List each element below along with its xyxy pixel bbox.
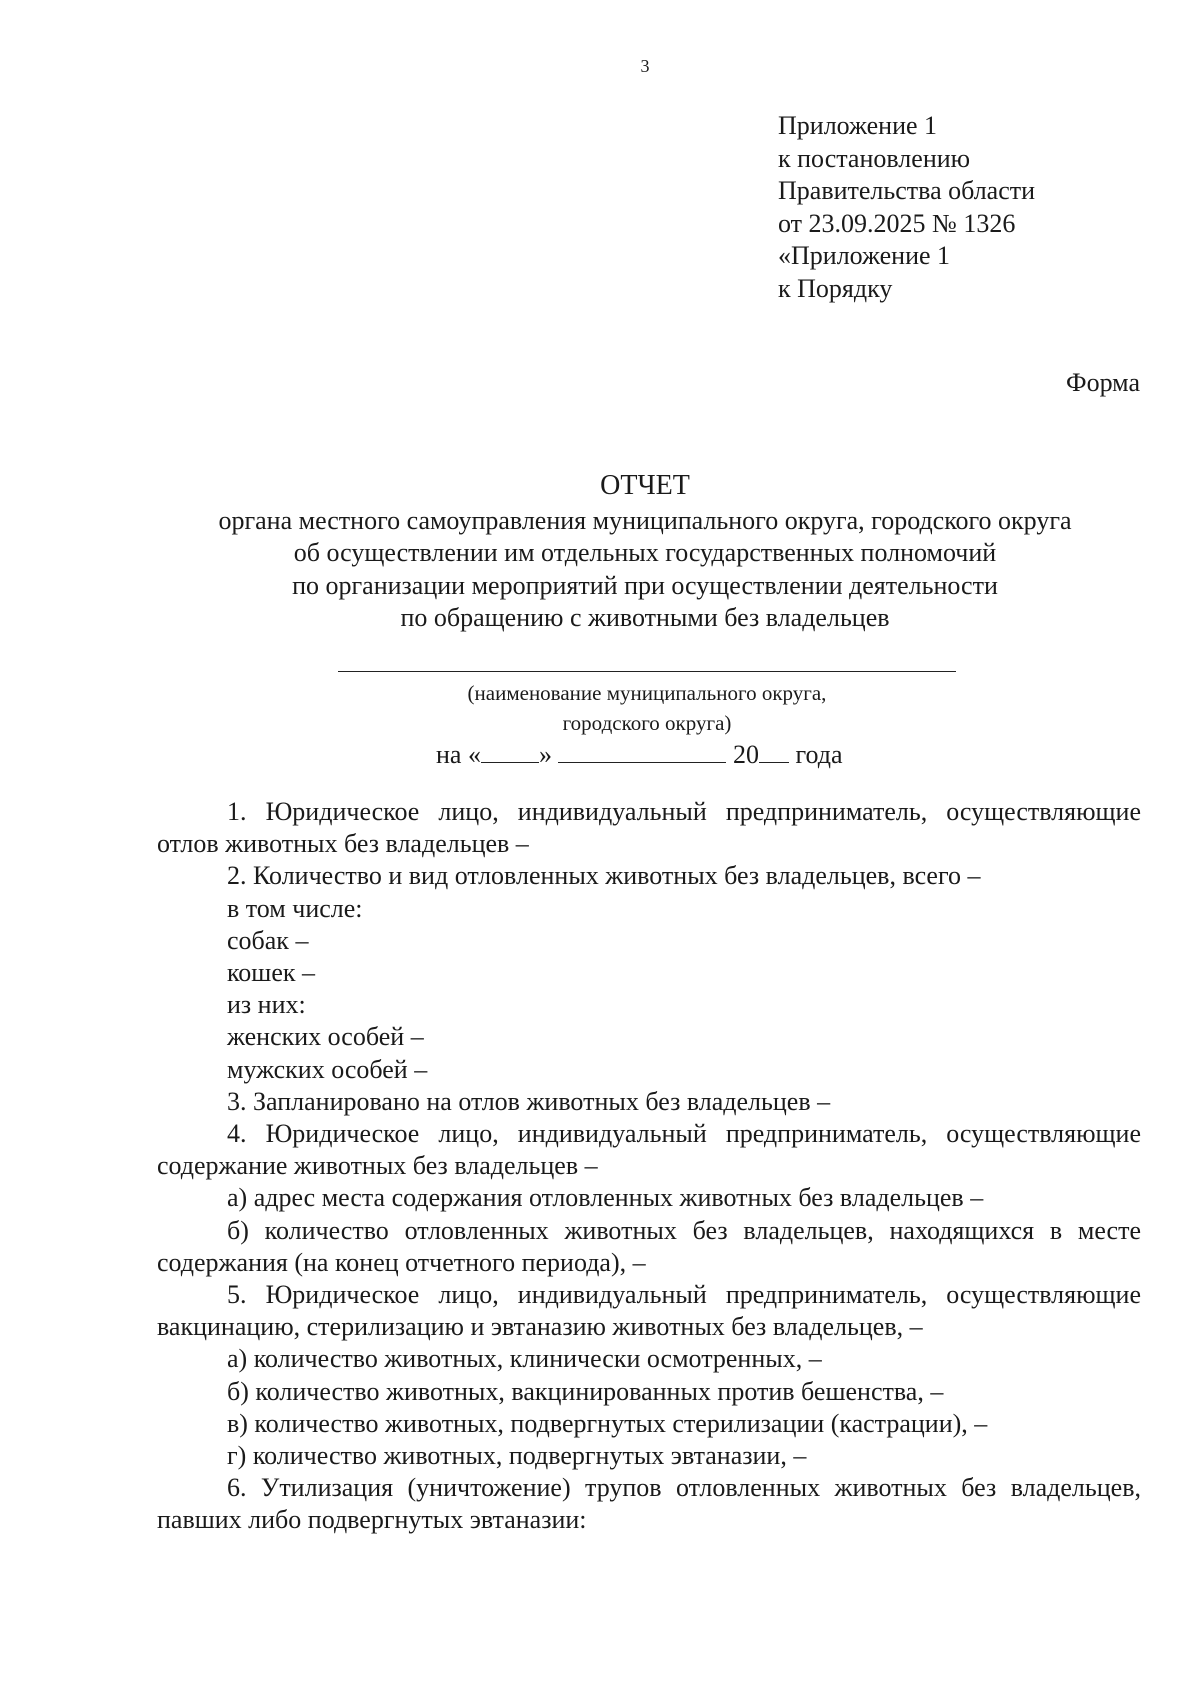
month-blank [558,740,726,763]
caption-line: городского округа) [562,711,732,735]
report-subtitle-line: об осуществлении им отдельных государственных полномочий [293,538,997,567]
municipality-name-line [338,671,956,672]
caption-line: (наименование муниципального округа, [467,681,827,705]
date-prefix: на « [436,740,481,769]
body-item-4: 4. Юридическое лицо, индивидуальный предприниматель, осуществляющие содержание животных без владельцев – [157,1119,1141,1181]
body-item-males: мужских особей – [227,1054,428,1084]
report-title-block [160,470,1130,635]
appendix-line: Приложение 1 [778,111,938,140]
body-item-1: 1. Юридическое лицо, индивидуальный предприниматель, осуществляющие отлов животных без владельцев – [157,797,1141,859]
date-century: 20 [732,740,759,769]
body-item-5b: б) количество животных, вакцинированных против бешенства, – [227,1376,944,1406]
body-item-dogs: собак – [227,925,309,955]
body-item-5c: в) количество животных, подвергнутых стерилизации (кастрации), – [227,1408,988,1438]
appendix-line: Правительства области [778,176,1036,205]
body-item-5d: г) количество животных, подвергнутых эвтаназии, – [227,1441,807,1471]
year-blank [759,740,789,763]
appendix-block [778,110,1035,305]
body-item-3: 3. Запланировано на отлов животных без владельцев – [227,1086,831,1116]
report-subtitle-line: по организации мероприятий при осуществлении деятельности [292,570,998,600]
form-label: Форма [1066,368,1140,397]
appendix-line: от 23.09.2025 № 1326 [778,208,1016,238]
body-item-5: 5. Юридическое лицо, индивидуальный предприниматель, осуществляющие вакцинацию, стерилизацию и эвтаназию животных без владельцев, – [157,1280,1141,1342]
body-item-including: в том числе: [227,893,363,923]
appendix-line: к Порядку [778,273,893,303]
report-date-line [436,740,843,770]
body-item-5a: а) количество животных, клинически осмотренных, – [227,1344,822,1374]
appendix-line: к постановлению [778,143,971,173]
page-number: 3 [640,56,650,76]
body-item-females: женских особей – [227,1022,424,1052]
day-blank [481,740,539,763]
body-item-cats: кошек – [227,958,316,988]
report-body [157,796,1141,1537]
appendix-line: «Приложение 1 [778,241,951,270]
body-item-2: 2. Количество и вид отловленных животных без владельцев, всего – [227,861,981,891]
body-item-of-them: из них: [227,990,306,1020]
body-item-6: 6. Утилизация (уничтожение) трупов отловленных животных без владельцев, павших либо подвергнутых эвтаназии: [157,1473,1141,1535]
report-title: ОТЧЕТ [600,470,690,501]
municipality-name-caption [338,678,956,738]
report-subtitle-line: органа местного самоуправления муниципального округа, городского округа [218,505,1072,535]
body-item-4b: б) количество отловленных животных без владельцев, находящихся в месте содержания (на конец отчетного периода), – [157,1215,1141,1277]
report-subtitle-line: по обращению с животными без владельцев [400,603,890,632]
date-quote-close: » [538,740,552,769]
body-item-4a: а) адрес места содержания отловленных животных без владельцев – [227,1183,984,1213]
date-suffix: года [795,740,843,769]
